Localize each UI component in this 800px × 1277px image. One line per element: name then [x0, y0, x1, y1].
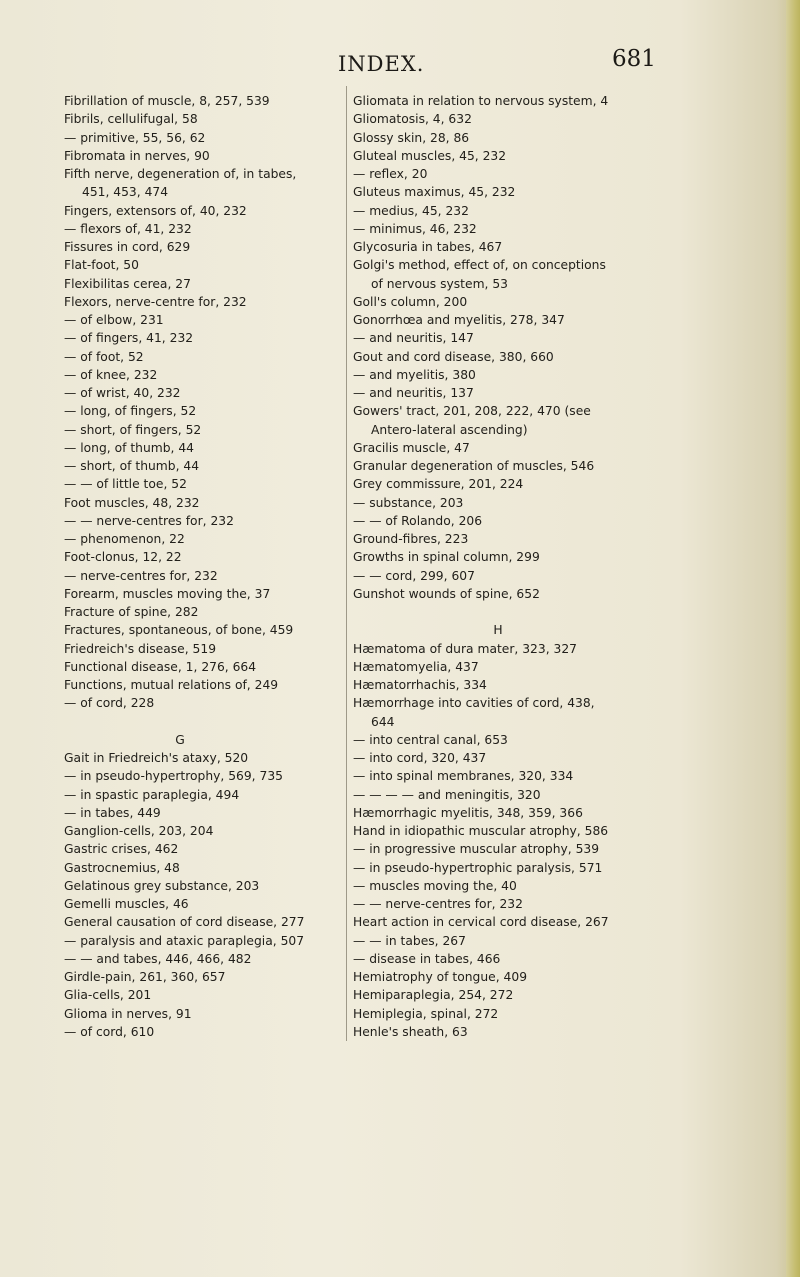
index-entry: — in progressive muscular atrophy, 539	[353, 842, 600, 857]
index-entry: Hemiatrophy of tongue, 409	[353, 970, 528, 984]
index-entry: — in pseudo-hypertrophic paralysis, 571	[353, 860, 603, 875]
index-entry: Gluteal muscles, 45, 232	[353, 148, 507, 163]
page-header-title: INDEX.	[338, 52, 425, 76]
index-entry: Gout and cord disease, 380, 660	[353, 349, 554, 364]
index-entry: — short, of thumb, 44	[64, 459, 200, 473]
index-entry: — of foot, 52	[64, 349, 144, 364]
index-entry: Girdle-pain, 261, 360, 657	[64, 970, 226, 984]
index-entry: — — of Rolando, 206	[353, 513, 483, 528]
index-entry: — of knee, 232	[64, 367, 158, 382]
index-entry: — reflex, 20	[353, 167, 428, 181]
index-entry: Gliomatosis, 4, 632	[353, 112, 472, 127]
index-entry: — into spinal membranes, 320, 334	[353, 769, 574, 784]
index-entry: Gait in Friedreich's ataxy, 520	[64, 751, 249, 765]
index-entry: Gracilis muscle, 47	[353, 440, 470, 455]
index-entry: — in tabes, 449	[64, 805, 161, 820]
index-entry: — phenomenon, 22	[64, 532, 185, 546]
index-entry: Fingers, extensors of, 40, 232	[64, 203, 247, 218]
index-column-right	[346, 86, 733, 1041]
index-entry: — of cord, 228	[64, 696, 155, 711]
index-entry: — into central canal, 653	[353, 732, 508, 747]
index-entry: Friedreich's disease, 519	[64, 641, 217, 656]
index-entry: — — in tabes, 267	[353, 933, 466, 948]
index-entry: — muscles moving the, 40	[353, 878, 517, 893]
index-entry: — and neuritis, 137	[353, 386, 474, 400]
index-entry: Fibrils, cellulifugal, 58	[64, 112, 198, 127]
index-entry: Gowers' tract, 201, 208, 222, 470 (see	[353, 404, 591, 419]
index-entry: Hæmorrhagic myelitis, 348, 359, 366	[353, 805, 583, 820]
page-edge	[786, 0, 800, 1277]
index-entry: Gastric crises, 462	[64, 842, 179, 857]
index-entry: — medius, 45, 232	[353, 203, 469, 218]
index-entry: Hand in idiopathic muscular atrophy, 586	[353, 824, 609, 838]
index-entry: General causation of cord disease, 277	[64, 915, 305, 930]
index-entry: Glioma in nerves, 91	[64, 1006, 192, 1021]
index-entry: Granular degeneration of muscles, 546	[353, 459, 595, 473]
index-entry: Flat-foot, 50	[64, 258, 139, 273]
index-entry: — and myelitis, 380	[353, 367, 476, 382]
index-entry: Gluteus maximus, 45, 232	[353, 185, 516, 200]
index-entry: — disease in tabes, 466	[353, 951, 501, 966]
index-entry: Hæmatorrhachis, 334	[353, 678, 487, 692]
index-entry-continuation: of nervous system, 53	[371, 276, 509, 291]
index-entry: — long, of fingers, 52	[64, 404, 197, 419]
index-entry: — substance, 203	[353, 495, 464, 510]
index-entry: Gunshot wounds of spine, 652	[353, 586, 540, 601]
index-entry: — — nerve-centres for, 232	[64, 513, 234, 528]
page-number: 681	[612, 46, 656, 72]
index-entry: Foot-clonus, 12, 22	[64, 550, 182, 565]
index-entry: Gonorrhœa and myelitis, 278, 347	[353, 313, 565, 327]
index-entry: Foot muscles, 48, 232	[64, 495, 200, 510]
index-entry: Gastrocnemius, 48	[64, 860, 180, 875]
index-entry: Golgi's method, effect of, on conceptions	[353, 258, 606, 273]
index-entry: Fracture of spine, 282	[64, 605, 199, 619]
index-entry: Goll's column, 200	[353, 294, 468, 309]
index-entry: Fibromata in nerves, 90	[64, 148, 210, 163]
index-entry: — flexors of, 41, 232	[64, 221, 192, 236]
index-entry: — long, of thumb, 44	[64, 440, 194, 455]
index-entry: Growths in spinal column, 299	[353, 550, 540, 565]
index-entry: Ganglion-cells, 203, 204	[64, 824, 214, 838]
index-entry: Hæmatoma of dura mater, 323, 327	[353, 641, 577, 656]
index-entry: Functions, mutual relations of, 249	[64, 678, 279, 692]
index-entry: Fifth nerve, degeneration of, in tabes,	[64, 167, 297, 181]
index-entry: — — nerve-centres for, 232	[353, 897, 523, 911]
index-entry: Fibrillation of muscle, 8, 257, 539	[64, 94, 270, 108]
index-entry: Fractures, spontaneous, of bone, 459	[64, 623, 294, 638]
index-entry: — of elbow, 231	[64, 313, 164, 327]
index-entry: Heart action in cervical cord disease, 267	[353, 915, 609, 930]
index-entry: — — of little toe, 52	[64, 477, 187, 492]
index-entry: — primitive, 55, 56, 62	[64, 130, 206, 145]
index-entry-continuation: 644	[371, 714, 395, 729]
index-entry: — paralysis and ataxic paraplegia, 507	[64, 933, 305, 948]
index-entry: Hemiplegia, spinal, 272	[353, 1006, 499, 1021]
index-entry: Grey commissure, 201, 224	[353, 477, 524, 492]
index-column-left	[64, 92, 336, 1041]
index-entry: — of cord, 610	[64, 1024, 155, 1039]
index-entry: Hæmorrhage into cavities of cord, 438,	[353, 696, 595, 711]
index-entry: Henle's sheath, 63	[353, 1024, 468, 1039]
index-entry: Gemelli muscles, 46	[64, 897, 189, 911]
index-entry: — into cord, 320, 437	[353, 751, 487, 765]
index-entry: Flexibilitas cerea, 27	[64, 276, 191, 291]
index-entry: — — cord, 299, 607	[353, 568, 475, 583]
index-entry: — and neuritis, 147	[353, 331, 474, 346]
section-letter: G	[175, 732, 185, 747]
index-entry: Gelatinous grey substance, 203	[64, 878, 260, 893]
index-entry: — of fingers, 41, 232	[64, 331, 194, 346]
index-entry: — nerve-centres for, 232	[64, 568, 218, 583]
index-entry: Fissures in cord, 629	[64, 240, 191, 254]
section-spacer	[353, 603, 733, 621]
index-entry: Hæmatomyelia, 437	[353, 659, 479, 674]
index-entry: — in pseudo-hypertrophy, 569, 735	[64, 769, 283, 784]
index-entry: — — — — and meningitis, 320	[353, 787, 541, 802]
index-entry: Flexors, nerve-centre for, 232	[64, 294, 247, 309]
index-entry-continuation: Antero-lateral ascending)	[371, 422, 528, 437]
index-entry: Forearm, muscles moving the, 37	[64, 586, 271, 601]
index-entry: Glia-cells, 201	[64, 988, 152, 1003]
index-entry-continuation: 451, 453, 474	[82, 185, 169, 200]
section-letter: H	[493, 623, 503, 638]
index-entry: Ground-fibres, 223	[353, 532, 469, 546]
index-entry: — — and tabes, 446, 466, 482	[64, 951, 252, 966]
section-spacer	[64, 713, 336, 731]
index-entry: Glycosuria in tabes, 467	[353, 240, 503, 254]
index-entry: Hemiparaplegia, 254, 272	[353, 988, 514, 1003]
index-entry: Functional disease, 1, 276, 664	[64, 659, 257, 674]
index-entry: — minimus, 46, 232	[353, 221, 477, 236]
index-entry: — of wrist, 40, 232	[64, 386, 181, 400]
index-entry: — in spastic paraplegia, 494	[64, 787, 240, 802]
index-entry: — short, of fingers, 52	[64, 422, 202, 437]
index-entry: Gliomata in relation to nervous system, 4	[353, 94, 609, 108]
index-entry: Glossy skin, 28, 86	[353, 130, 470, 145]
